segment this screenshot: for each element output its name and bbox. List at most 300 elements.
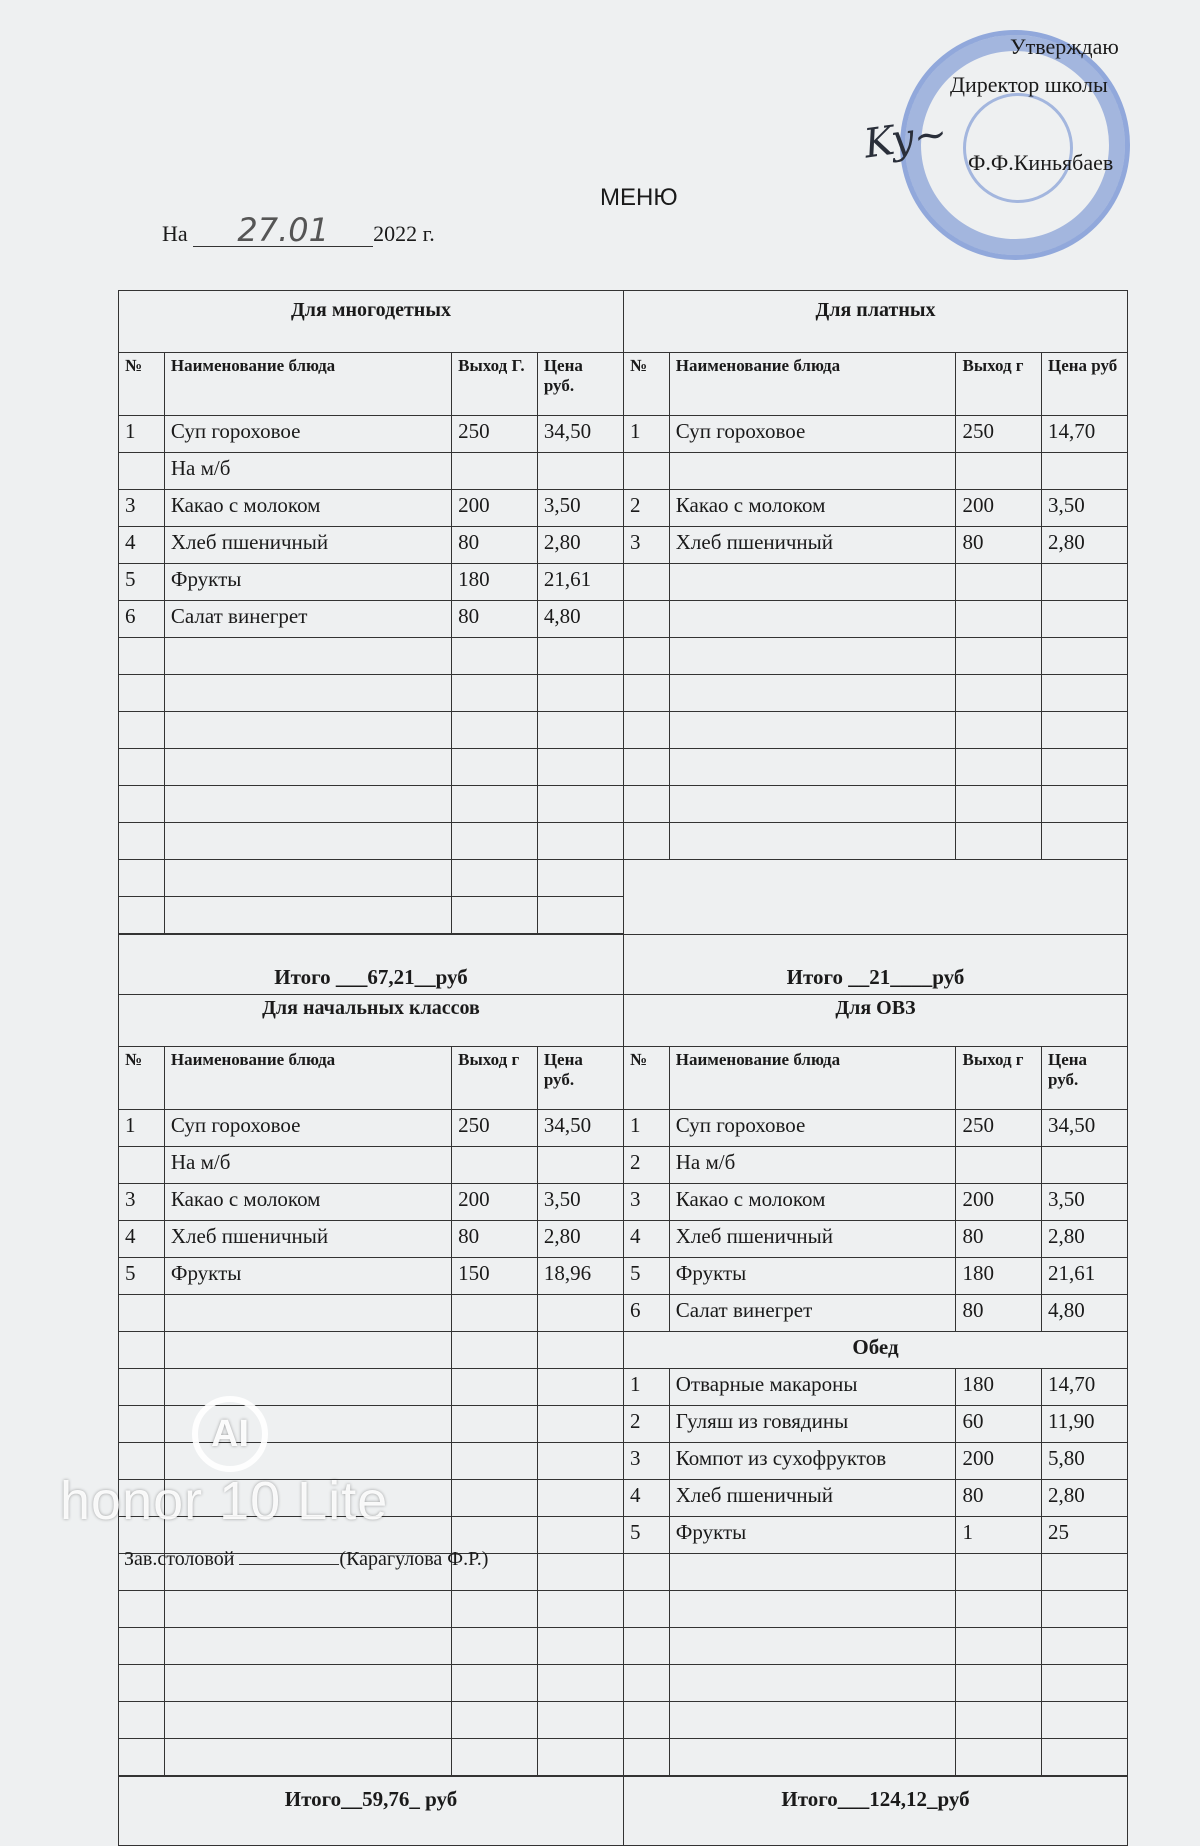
menu-row xyxy=(624,527,1127,564)
empty-row xyxy=(119,1665,623,1702)
dish-yield: 180 xyxy=(956,1369,1042,1406)
empty-cell xyxy=(537,1739,623,1776)
row-num: 3 xyxy=(624,1184,669,1221)
empty-cell xyxy=(669,675,956,712)
empty-cell xyxy=(164,786,451,823)
empty-cell xyxy=(1041,1702,1127,1739)
empty-cell xyxy=(1041,564,1127,601)
dish-yield: 200 xyxy=(452,1184,538,1221)
menu-block-top xyxy=(118,290,1128,934)
dish-name: Суп гороховое xyxy=(669,416,956,453)
row-num: 1 xyxy=(624,416,669,453)
signature-line xyxy=(124,1548,488,1571)
empty-cell xyxy=(624,564,669,601)
col-yield: Выход Г. xyxy=(452,353,538,416)
empty-cell xyxy=(624,786,669,823)
menu-row xyxy=(624,1221,1127,1258)
footer-name: (Карагулова Ф.Р.) xyxy=(339,1548,489,1570)
row-num: 3 xyxy=(624,1443,669,1480)
dish-price: 3,50 xyxy=(537,1184,623,1221)
empty-row xyxy=(624,601,1127,638)
empty-cell xyxy=(452,1739,538,1776)
empty-cell xyxy=(669,1665,956,1702)
col-num: № xyxy=(119,1047,164,1110)
row-num: 6 xyxy=(119,601,164,638)
page-title: МЕНЮ xyxy=(600,184,678,211)
dish-yield: 200 xyxy=(956,490,1042,527)
empty-cell xyxy=(452,749,538,786)
empty-row xyxy=(624,749,1127,786)
menu-row xyxy=(624,1110,1127,1147)
lunch-title: Обед xyxy=(624,1332,1127,1369)
empty-cell xyxy=(119,675,164,712)
dish-yield: 200 xyxy=(956,1184,1042,1221)
empty-cell xyxy=(452,1443,538,1480)
empty-cell xyxy=(164,823,451,860)
empty-cell xyxy=(164,749,451,786)
menu-table xyxy=(119,1047,623,1776)
empty-row xyxy=(119,675,623,712)
row-num: 4 xyxy=(119,527,164,564)
menu-row xyxy=(119,527,623,564)
dish-price xyxy=(1041,1147,1127,1184)
empty-cell xyxy=(164,1295,451,1332)
dish-name xyxy=(669,453,956,490)
dish-yield: 1 xyxy=(956,1517,1042,1554)
row-num xyxy=(119,1147,164,1184)
dish-name: Хлеб пшеничный xyxy=(164,1221,451,1258)
menu-table xyxy=(119,353,623,934)
empty-cell xyxy=(452,823,538,860)
dish-name: Фрукты xyxy=(164,564,451,601)
row-num: 4 xyxy=(624,1480,669,1517)
empty-cell xyxy=(669,749,956,786)
dish-yield xyxy=(956,453,1042,490)
empty-cell xyxy=(164,1702,451,1739)
empty-row xyxy=(119,1702,623,1739)
dish-name: Суп гороховое xyxy=(164,1110,451,1147)
empty-cell xyxy=(956,601,1042,638)
dish-name: Салат винегрет xyxy=(164,601,451,638)
dish-name: Какао с молоком xyxy=(669,490,956,527)
dish-price xyxy=(537,1147,623,1184)
empty-row xyxy=(119,1628,623,1665)
totals-top xyxy=(118,934,1128,994)
empty-cell xyxy=(119,1591,164,1628)
col-name: Наименование блюда xyxy=(669,1047,956,1110)
dish-name: Хлеб пшеничный xyxy=(669,1221,956,1258)
dish-yield: 250 xyxy=(452,416,538,453)
menu-row xyxy=(624,1517,1127,1554)
director-signature: Ky~ xyxy=(861,110,951,168)
menu-row xyxy=(119,1147,623,1184)
empty-cell xyxy=(1041,786,1127,823)
empty-cell xyxy=(956,712,1042,749)
dish-yield: 80 xyxy=(452,527,538,564)
empty-cell xyxy=(119,786,164,823)
empty-cell xyxy=(1041,1665,1127,1702)
empty-cell xyxy=(669,638,956,675)
dish-name: Салат винегрет xyxy=(669,1295,956,1332)
dish-yield: 250 xyxy=(452,1110,538,1147)
section-title: Для начальных классов xyxy=(119,995,623,1047)
menu-row xyxy=(624,1147,1127,1184)
empty-cell xyxy=(624,823,669,860)
empty-row xyxy=(624,1628,1127,1665)
empty-cell xyxy=(1041,823,1127,860)
col-name: Наименование блюда xyxy=(669,353,956,416)
col-yield: Выход г xyxy=(452,1047,538,1110)
empty-cell xyxy=(1041,675,1127,712)
dish-yield: 80 xyxy=(956,527,1042,564)
approve-label: Утверждаю xyxy=(1010,34,1119,59)
empty-row xyxy=(119,1591,623,1628)
dish-name: Фрукты xyxy=(669,1517,956,1554)
empty-cell xyxy=(1041,1628,1127,1665)
empty-row xyxy=(119,897,623,934)
empty-cell xyxy=(669,712,956,749)
empty-cell xyxy=(537,786,623,823)
empty-cell xyxy=(164,1739,451,1776)
empty-cell xyxy=(669,786,956,823)
empty-cell xyxy=(669,1591,956,1628)
empty-cell xyxy=(452,712,538,749)
menu-row xyxy=(624,1295,1127,1332)
col-num: № xyxy=(624,353,669,416)
menu-row xyxy=(624,1369,1127,1406)
empty-row xyxy=(624,638,1127,675)
menu-tables xyxy=(118,290,1128,1846)
menu-row xyxy=(624,453,1127,490)
empty-row xyxy=(624,712,1127,749)
empty-cell xyxy=(669,564,956,601)
empty-cell xyxy=(452,1665,538,1702)
empty-cell xyxy=(669,823,956,860)
menu-row xyxy=(119,490,623,527)
dish-name: Какао с молоком xyxy=(164,1184,451,1221)
menu-table xyxy=(624,353,1127,860)
col-price: Цена руб. xyxy=(537,353,623,416)
footer-blank xyxy=(239,1564,339,1565)
empty-cell xyxy=(537,1665,623,1702)
dish-yield: 180 xyxy=(452,564,538,601)
row-num: 6 xyxy=(624,1295,669,1332)
empty-cell xyxy=(669,1739,956,1776)
empty-cell xyxy=(537,638,623,675)
row-num: 3 xyxy=(119,1184,164,1221)
empty-cell xyxy=(537,675,623,712)
dish-name: Отварные макароны xyxy=(669,1369,956,1406)
dish-name: Хлеб пшеничный xyxy=(164,527,451,564)
dish-yield: 80 xyxy=(452,1221,538,1258)
dish-name: На м/б xyxy=(164,453,451,490)
empty-row xyxy=(624,675,1127,712)
section-ovz xyxy=(623,995,1127,1776)
row-num: 4 xyxy=(624,1221,669,1258)
row-num: 2 xyxy=(624,490,669,527)
dish-name: Хлеб пшеничный xyxy=(669,1480,956,1517)
dish-price: 21,61 xyxy=(537,564,623,601)
empty-cell xyxy=(956,1628,1042,1665)
dish-price: 2,80 xyxy=(1041,1480,1127,1517)
total-paid: Итого __21____руб xyxy=(623,935,1127,994)
menu-row xyxy=(624,1258,1127,1295)
dish-yield: 250 xyxy=(956,1110,1042,1147)
empty-cell xyxy=(956,1702,1042,1739)
approval-block xyxy=(861,30,1180,260)
dish-yield: 200 xyxy=(956,1443,1042,1480)
dish-price xyxy=(537,453,623,490)
empty-cell xyxy=(956,786,1042,823)
empty-cell xyxy=(956,1665,1042,1702)
section-primary xyxy=(119,995,623,1776)
menu-row xyxy=(624,1480,1127,1517)
empty-row xyxy=(119,1369,623,1406)
empty-cell xyxy=(119,1665,164,1702)
empty-cell xyxy=(669,1702,956,1739)
empty-row xyxy=(624,1591,1127,1628)
empty-cell xyxy=(624,601,669,638)
menu-block-bottom xyxy=(118,994,1128,1776)
row-num: 5 xyxy=(119,564,164,601)
empty-cell xyxy=(624,638,669,675)
menu-row xyxy=(119,1184,623,1221)
empty-row xyxy=(119,860,623,897)
menu-row xyxy=(624,1184,1127,1221)
dish-name: Фрукты xyxy=(669,1258,956,1295)
menu-row xyxy=(119,416,623,453)
empty-cell xyxy=(119,860,164,897)
row-num xyxy=(624,453,669,490)
empty-cell xyxy=(119,823,164,860)
camera-watermark-ai-logo: AI xyxy=(192,1396,268,1472)
empty-cell xyxy=(1041,638,1127,675)
empty-cell xyxy=(624,1665,669,1702)
dish-yield: 200 xyxy=(452,490,538,527)
empty-cell xyxy=(624,675,669,712)
row-num: 5 xyxy=(624,1258,669,1295)
row-num: 3 xyxy=(624,527,669,564)
dish-yield: 80 xyxy=(956,1480,1042,1517)
total-ovz: Итого___124,12_руб xyxy=(623,1777,1127,1845)
dish-yield: 80 xyxy=(956,1221,1042,1258)
empty-cell xyxy=(537,823,623,860)
empty-cell xyxy=(624,1591,669,1628)
empty-cell xyxy=(956,638,1042,675)
dish-price: 2,80 xyxy=(1041,527,1127,564)
empty-cell xyxy=(537,1702,623,1739)
menu-row xyxy=(624,416,1127,453)
menu-row xyxy=(119,601,623,638)
row-num: 1 xyxy=(624,1110,669,1147)
dish-yield xyxy=(452,453,538,490)
dish-price: 34,50 xyxy=(1041,1110,1127,1147)
col-price: Цена руб xyxy=(1041,353,1127,416)
empty-cell xyxy=(624,1702,669,1739)
empty-cell xyxy=(956,1554,1042,1591)
row-num: 1 xyxy=(119,416,164,453)
col-yield: Выход г xyxy=(956,1047,1042,1110)
empty-cell xyxy=(452,1591,538,1628)
empty-cell xyxy=(1041,749,1127,786)
dish-price xyxy=(1041,453,1127,490)
empty-cell xyxy=(119,638,164,675)
dish-name: Какао с молоком xyxy=(164,490,451,527)
empty-cell xyxy=(537,1480,623,1517)
dish-name: Компот из сухофруктов xyxy=(669,1443,956,1480)
row-num: 3 xyxy=(119,490,164,527)
empty-row xyxy=(624,564,1127,601)
dish-price: 3,50 xyxy=(1041,1184,1127,1221)
empty-cell xyxy=(624,1554,669,1591)
empty-cell xyxy=(119,1739,164,1776)
empty-row xyxy=(119,1332,623,1369)
empty-cell xyxy=(537,1406,623,1443)
empty-cell xyxy=(956,675,1042,712)
empty-cell xyxy=(669,1554,956,1591)
empty-cell xyxy=(164,1628,451,1665)
dish-price: 2,80 xyxy=(537,527,623,564)
empty-row xyxy=(119,749,623,786)
empty-cell xyxy=(119,897,164,934)
dish-yield: 180 xyxy=(956,1258,1042,1295)
col-price: Цена руб. xyxy=(537,1047,623,1110)
empty-cell xyxy=(452,675,538,712)
totals-bottom xyxy=(118,1776,1128,1846)
row-num: 2 xyxy=(624,1406,669,1443)
dish-name: Гуляш из говядины xyxy=(669,1406,956,1443)
empty-cell xyxy=(1041,1554,1127,1591)
empty-cell xyxy=(537,712,623,749)
empty-row xyxy=(119,1295,623,1332)
empty-cell xyxy=(452,860,538,897)
dish-price: 4,80 xyxy=(537,601,623,638)
empty-cell xyxy=(537,1369,623,1406)
menu-row xyxy=(119,1258,623,1295)
col-yield: Выход г xyxy=(956,353,1042,416)
empty-cell xyxy=(537,860,623,897)
dish-name: Какао с молоком xyxy=(669,1184,956,1221)
empty-cell xyxy=(537,1517,623,1554)
section-title: Для платных xyxy=(624,291,1127,353)
row-num: 1 xyxy=(624,1369,669,1406)
empty-cell xyxy=(119,712,164,749)
row-num: 5 xyxy=(119,1258,164,1295)
empty-cell xyxy=(1041,601,1127,638)
empty-cell xyxy=(537,897,623,934)
dish-yield: 250 xyxy=(956,416,1042,453)
total-primary: Итого__59,76_ руб xyxy=(284,1787,458,1811)
col-name: Наименование блюда xyxy=(164,1047,451,1110)
col-num: № xyxy=(119,353,164,416)
empty-cell xyxy=(1041,1591,1127,1628)
dish-price: 11,90 xyxy=(1041,1406,1127,1443)
dish-price: 14,70 xyxy=(1041,416,1127,453)
row-num xyxy=(119,453,164,490)
dish-name: Фрукты xyxy=(164,1258,451,1295)
empty-cell xyxy=(537,1554,623,1591)
dish-name: На м/б xyxy=(164,1147,451,1184)
empty-cell xyxy=(119,749,164,786)
dish-price: 5,80 xyxy=(1041,1443,1127,1480)
dish-price: 3,50 xyxy=(1041,490,1127,527)
empty-cell xyxy=(452,638,538,675)
section-title: Для многодетных xyxy=(119,291,623,353)
empty-cell xyxy=(452,897,538,934)
empty-cell xyxy=(537,1443,623,1480)
section-large-families xyxy=(119,291,623,934)
empty-cell xyxy=(452,1295,538,1332)
empty-cell xyxy=(956,823,1042,860)
empty-cell xyxy=(624,749,669,786)
empty-cell xyxy=(164,897,451,934)
menu-row xyxy=(624,1406,1127,1443)
dish-price: 3,50 xyxy=(537,490,623,527)
col-price: Цена руб. xyxy=(1041,1047,1127,1110)
dish-name: Хлеб пшеничный xyxy=(669,527,956,564)
footer-prefix: Зав.столовой xyxy=(124,1548,235,1570)
director-position: Директор школы xyxy=(950,72,1108,97)
dish-price: 21,61 xyxy=(1041,1258,1127,1295)
row-num: 2 xyxy=(624,1147,669,1184)
dish-price: 34,50 xyxy=(537,416,623,453)
dish-yield xyxy=(956,1147,1042,1184)
empty-cell xyxy=(956,749,1042,786)
empty-row xyxy=(624,823,1127,860)
empty-row xyxy=(119,823,623,860)
menu-row xyxy=(119,1221,623,1258)
menu-date xyxy=(162,211,435,249)
empty-cell xyxy=(119,1295,164,1332)
dish-yield: 60 xyxy=(956,1406,1042,1443)
empty-cell xyxy=(956,564,1042,601)
empty-cell xyxy=(452,1332,538,1369)
dish-price: 18,96 xyxy=(537,1258,623,1295)
menu-row xyxy=(624,490,1127,527)
empty-cell xyxy=(537,1591,623,1628)
total-large-families: Итого ___67,21__руб xyxy=(274,965,468,989)
row-num: 5 xyxy=(624,1517,669,1554)
empty-row xyxy=(119,786,623,823)
empty-cell xyxy=(1041,712,1127,749)
empty-cell xyxy=(537,749,623,786)
empty-cell xyxy=(624,1628,669,1665)
empty-cell xyxy=(164,860,451,897)
dish-yield xyxy=(452,1147,538,1184)
empty-cell xyxy=(537,1628,623,1665)
dish-name: На м/б xyxy=(669,1147,956,1184)
empty-cell xyxy=(164,1591,451,1628)
dish-price: 14,70 xyxy=(1041,1369,1127,1406)
empty-row xyxy=(119,1739,623,1776)
empty-cell xyxy=(956,1591,1042,1628)
empty-cell xyxy=(537,1295,623,1332)
dish-price: 34,50 xyxy=(537,1110,623,1147)
empty-cell xyxy=(164,1369,451,1406)
empty-cell xyxy=(119,1702,164,1739)
date-suffix: 2022 г. xyxy=(373,221,435,246)
empty-cell xyxy=(164,1332,451,1369)
col-num: № xyxy=(624,1047,669,1110)
menu-row xyxy=(624,1443,1127,1480)
empty-cell xyxy=(119,1406,164,1443)
empty-row xyxy=(624,786,1127,823)
empty-cell xyxy=(669,601,956,638)
dish-name: Суп гороховое xyxy=(669,1110,956,1147)
camera-watermark: honor 10 Lite xyxy=(60,1471,389,1531)
menu-row xyxy=(119,564,623,601)
dish-price: 2,80 xyxy=(537,1221,623,1258)
